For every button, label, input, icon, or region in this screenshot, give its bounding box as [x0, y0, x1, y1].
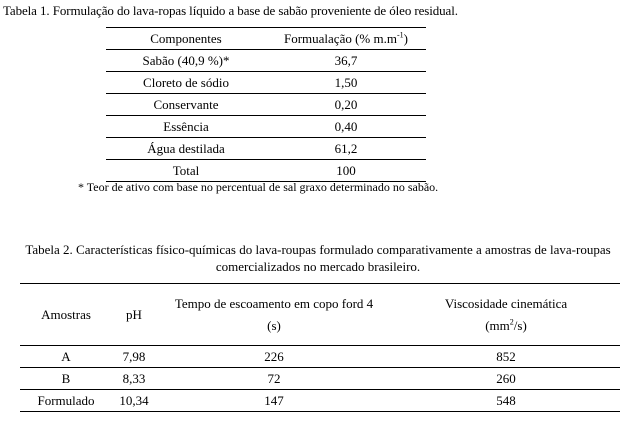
header-formulation [266, 28, 426, 50]
header-samples: Amostras [20, 284, 112, 346]
viscosity-unit-post: /s) [513, 317, 527, 333]
component-cell: Cloreto de sódio [106, 72, 266, 94]
table-row [20, 346, 620, 368]
table-row [106, 160, 426, 182]
header-flow-time [156, 284, 392, 346]
value-cell: 61,2 [266, 138, 426, 160]
table-row [106, 50, 426, 72]
time-cell: 147 [156, 390, 392, 412]
viscosity-cell: 852 [392, 346, 620, 368]
header-components: Componentes [106, 28, 266, 50]
value-cell: 1,50 [266, 72, 426, 94]
table2-caption: Tabela 2. Características físico-químicas do lava-roupas formulado comparativamente a amostras de lava-roupas comercializados no mercado brasileiro. [25, 242, 611, 274]
table-header-row [106, 28, 426, 50]
viscosity-cell: 548 [392, 390, 620, 412]
table-row [20, 390, 620, 412]
value-cell: 0,20 [266, 94, 426, 116]
ph-cell: 7,98 [112, 346, 156, 368]
header-viscosity-line1: Viscosidade cinemática [444, 295, 568, 311]
header-flow-time-line2: (s) [267, 317, 281, 333]
component-cell: Essência [106, 116, 266, 138]
component-cell: Total [106, 160, 266, 182]
viscosity-unit-pre: (mm [485, 317, 510, 333]
table-row [20, 368, 620, 390]
header-ph: pH [112, 284, 156, 346]
properties-table [20, 283, 620, 412]
viscosity-unit-sup: 2 [509, 317, 514, 327]
table1-caption: Tabela 1. Formulação do lava-ropas líquido a base de sabão proveniente de óleo residual. [3, 3, 458, 18]
value-cell: 36,7 [266, 50, 426, 72]
table-row [106, 138, 426, 160]
header-viscosity [392, 284, 620, 346]
table-row [106, 94, 426, 116]
component-cell: Sabão (40,9 %)* [106, 50, 266, 72]
viscosity-cell: 260 [392, 368, 620, 390]
header-flow-time-line1: Tempo de escoamento em copo ford 4 [174, 295, 374, 311]
ph-cell: 8,33 [112, 368, 156, 390]
header-formulation-sup: -1 [396, 30, 404, 40]
component-cell: Conservante [106, 94, 266, 116]
time-cell: 72 [156, 368, 392, 390]
table-row [106, 72, 426, 94]
sample-cell: Formulado [20, 390, 112, 412]
ph-cell: 10,34 [112, 390, 156, 412]
time-cell: 226 [156, 346, 392, 368]
value-cell: 0,40 [266, 116, 426, 138]
sample-cell: B [20, 368, 112, 390]
header-viscosity-unit [392, 315, 620, 337]
formulation-table [106, 27, 426, 182]
component-cell: Água destilada [106, 138, 266, 160]
value-cell: 100 [266, 160, 426, 182]
table-row [106, 116, 426, 138]
table1-footnote: * Teor de ativo com base no percentual de sal graxo determinado no sabão. [78, 180, 439, 194]
header-formulation-main: Formualação (% m.m [283, 30, 397, 46]
header-formulation-close: ) [403, 30, 408, 46]
table-header-row [20, 284, 620, 346]
sample-cell: A [20, 346, 112, 368]
